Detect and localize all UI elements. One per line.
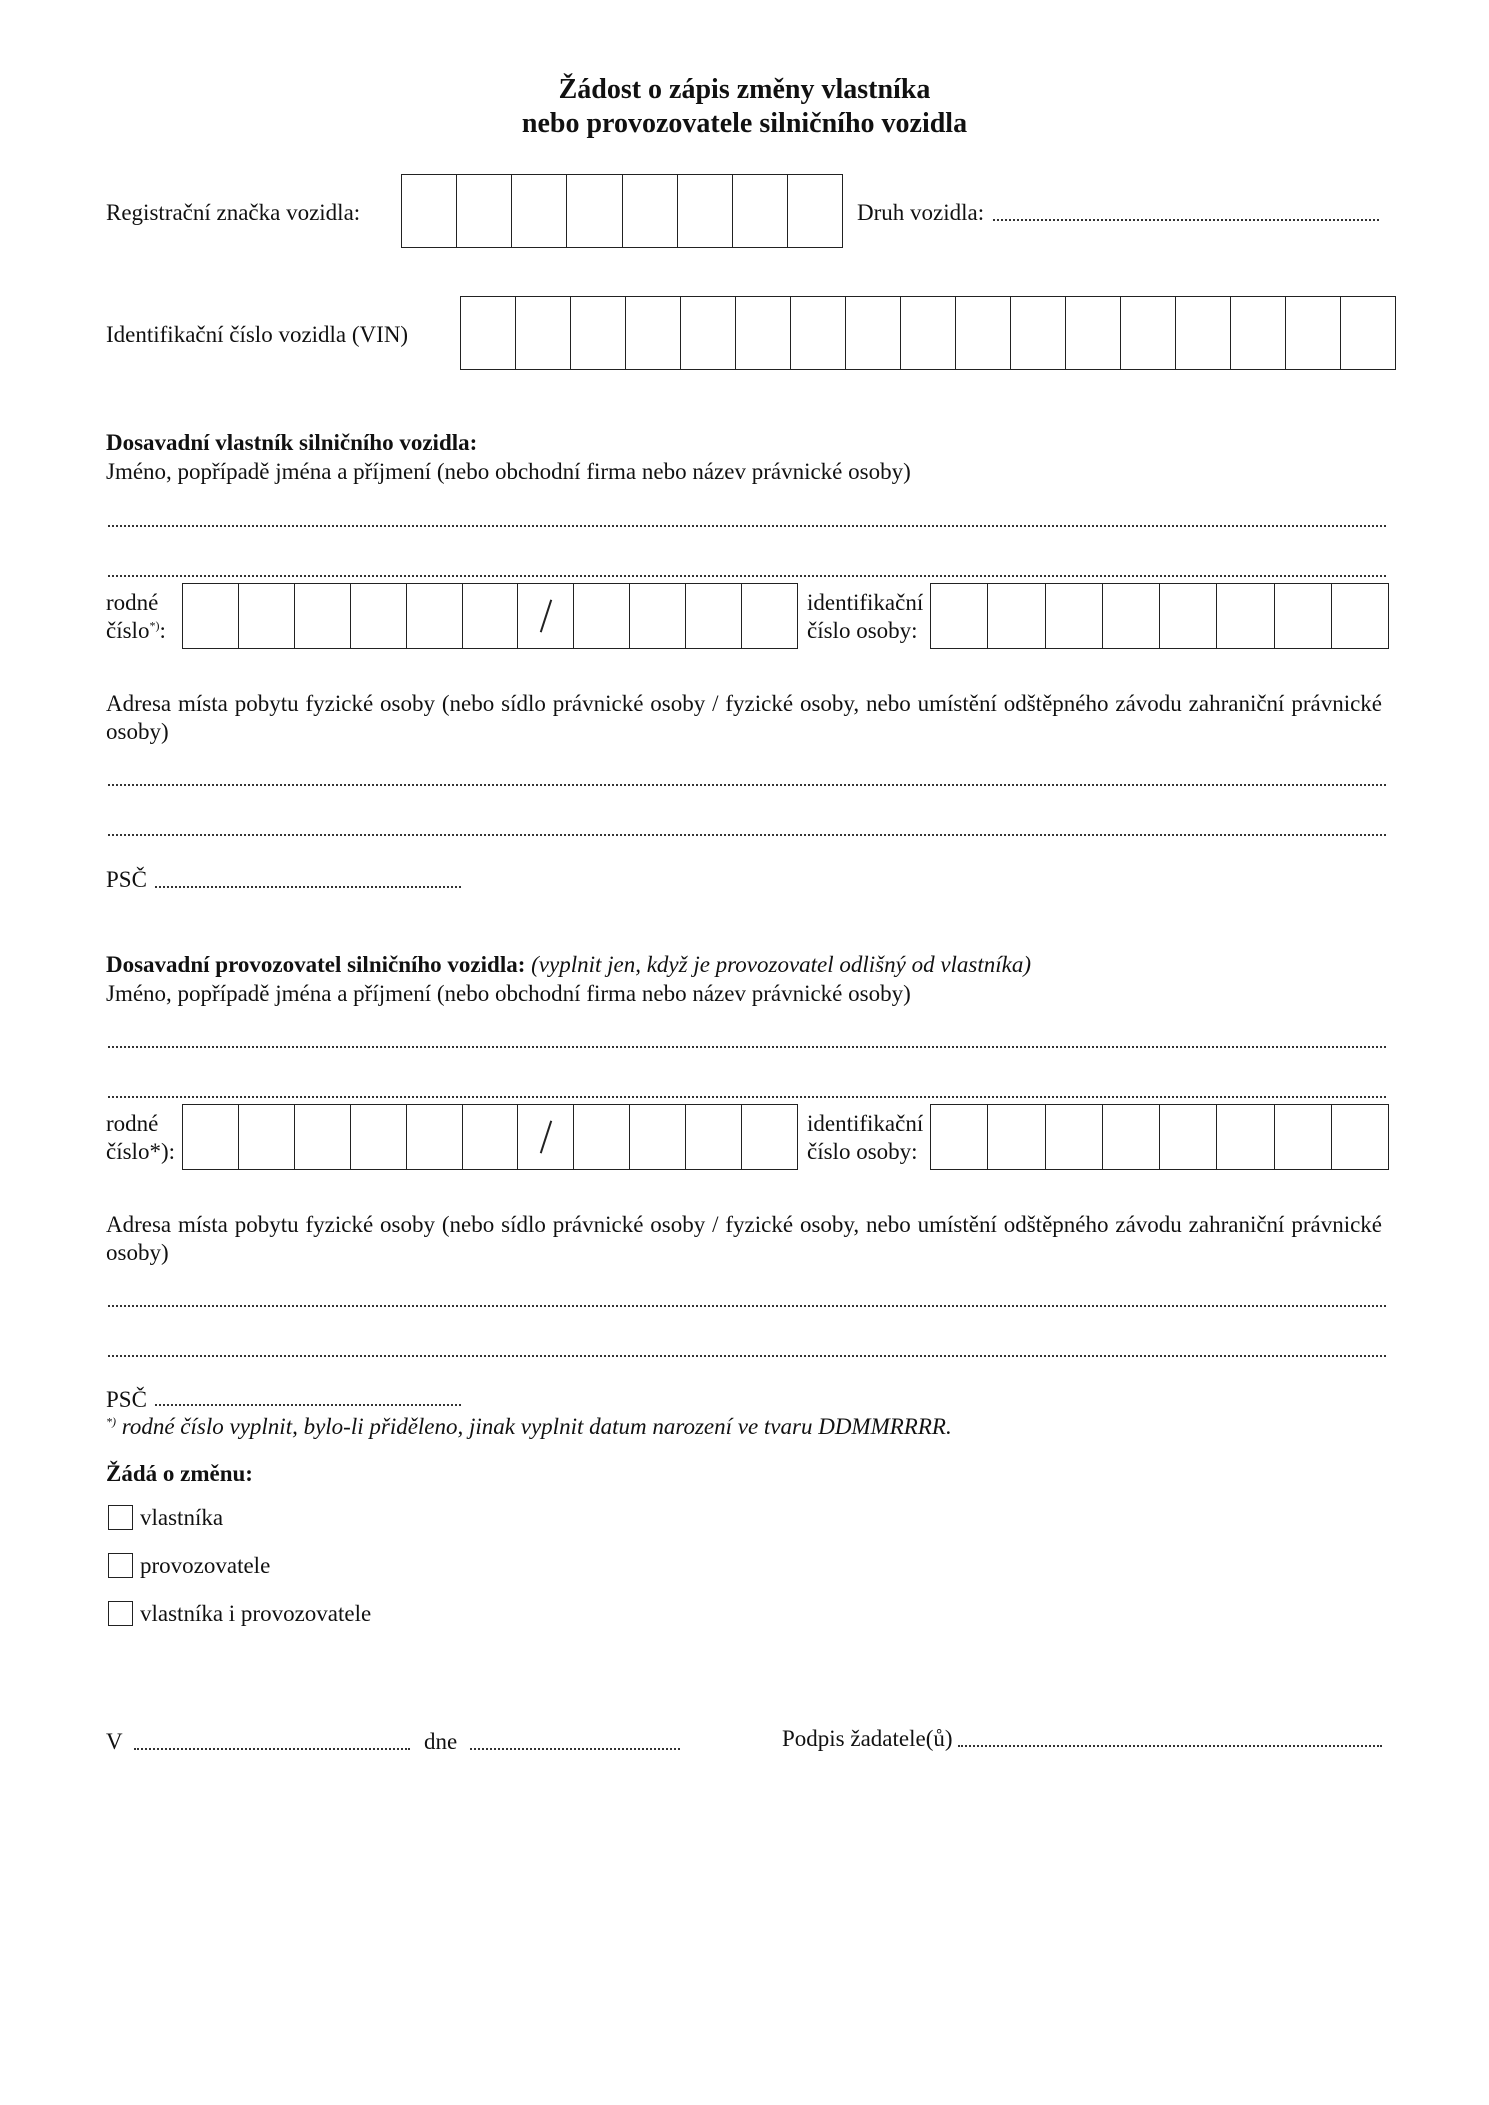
operator-id-label-1: identifikační [807, 1111, 924, 1136]
registration-label: Registrační značka vozidla: [106, 200, 361, 225]
operator-name-line-1[interactable] [108, 1046, 1386, 1048]
option-both-checkbox[interactable] [108, 1601, 133, 1626]
operator-address-line-2[interactable] [108, 1355, 1386, 1357]
owner-address-line-2[interactable] [108, 834, 1386, 836]
owner-heading: Dosavadní vlastník silničního vozidla: [106, 430, 478, 455]
owner-birth-number-input[interactable] [182, 583, 798, 649]
owner-address-label-cont: osoby) [106, 719, 169, 744]
owner-address-label: Adresa místa pobytu fyzické osoby (nebo sídlo právnické osoby / fyzické osoby, nebo umístění odštěpného závodu zahraniční právnické [106, 691, 1382, 716]
option-operator-label: provozovatele [140, 1553, 271, 1578]
request-heading: Žádá o změnu: [106, 1461, 253, 1486]
option-operator-checkbox[interactable] [108, 1553, 133, 1578]
signature-field[interactable] [958, 1745, 1382, 1747]
option-both-label: vlastníka i provozovatele [140, 1601, 372, 1626]
owner-address-line-1[interactable] [108, 784, 1386, 786]
operator-name-label: Jméno, popřípadě jména a příjmení (nebo obchodní firma nebo název právnické osoby) [106, 981, 911, 1006]
place-field[interactable] [134, 1748, 410, 1750]
operator-name-line-2[interactable] [108, 1096, 1386, 1098]
form-title-line1: Žádost o zápis změny vlastníka [558, 74, 931, 105]
operator-psc-field[interactable] [155, 1404, 461, 1406]
vehicle-type-label: Druh vozidla: [857, 200, 985, 225]
operator-address-label: Adresa místa pobytu fyzické osoby (nebo sídlo právnické osoby / fyzické osoby, nebo umístění odštěpného závodu zahraniční právnické [106, 1212, 1382, 1237]
operator-address-line-1[interactable] [108, 1305, 1386, 1307]
operator-birth-label-1: rodné [106, 1111, 159, 1136]
owner-name-line-2[interactable] [108, 575, 1386, 577]
vin-label: Identifikační číslo vozidla (VIN) [106, 322, 409, 347]
date-field[interactable] [470, 1748, 680, 1750]
operator-heading-row [106, 951, 1031, 979]
operator-heading: Dosavadní provozovatel silničního vozidla: [106, 952, 526, 977]
owner-id-number-input[interactable] [930, 583, 1389, 649]
signature-label: Podpis žadatele(ů) [782, 1726, 953, 1751]
owner-psc-field[interactable] [155, 886, 461, 888]
operator-birth-number-slash [518, 1105, 574, 1169]
option-owner-label: vlastníka [140, 1505, 224, 1530]
owner-name-line-1[interactable] [108, 525, 1386, 527]
owner-id-label-2: číslo osoby: [807, 618, 918, 643]
option-owner-checkbox[interactable] [108, 1505, 133, 1530]
operator-id-label-2: číslo osoby: [807, 1139, 918, 1164]
operator-id-number-input[interactable] [930, 1104, 1389, 1170]
operator-birth-label-2: číslo*): [106, 1139, 175, 1164]
owner-psc-label: PSČ [106, 867, 147, 892]
footnote: *) rodné číslo vyplnit, bylo-li přiděleno, jinak vyplnit datum narození ve tvaru DDMMRRRR. [106, 1414, 952, 1439]
form-title-line2: nebo provozovatele silničního vozidla [521, 108, 968, 139]
owner-birth-number-slash [518, 584, 574, 648]
owner-name-label: Jméno, popřípadě jména a příjmení (nebo obchodní firma nebo název právnické osoby) [106, 459, 911, 484]
owner-birth-label-1: rodné [106, 590, 159, 615]
vehicle-type-field[interactable] [993, 219, 1379, 221]
operator-psc-label: PSČ [106, 1387, 147, 1412]
vin-input[interactable] [460, 296, 1396, 370]
registration-plate-input[interactable] [401, 174, 843, 248]
owner-birth-label-2: číslo*): [106, 618, 166, 643]
date-label: dne [424, 1729, 458, 1754]
operator-heading-note: (vyplnit jen, když je provozovatel odlišný od vlastníka) [531, 952, 1032, 977]
operator-birth-number-input[interactable] [182, 1104, 798, 1170]
operator-address-label-cont: osoby) [106, 1240, 169, 1265]
owner-id-label-1: identifikační [807, 590, 924, 615]
place-label: V [106, 1729, 123, 1754]
